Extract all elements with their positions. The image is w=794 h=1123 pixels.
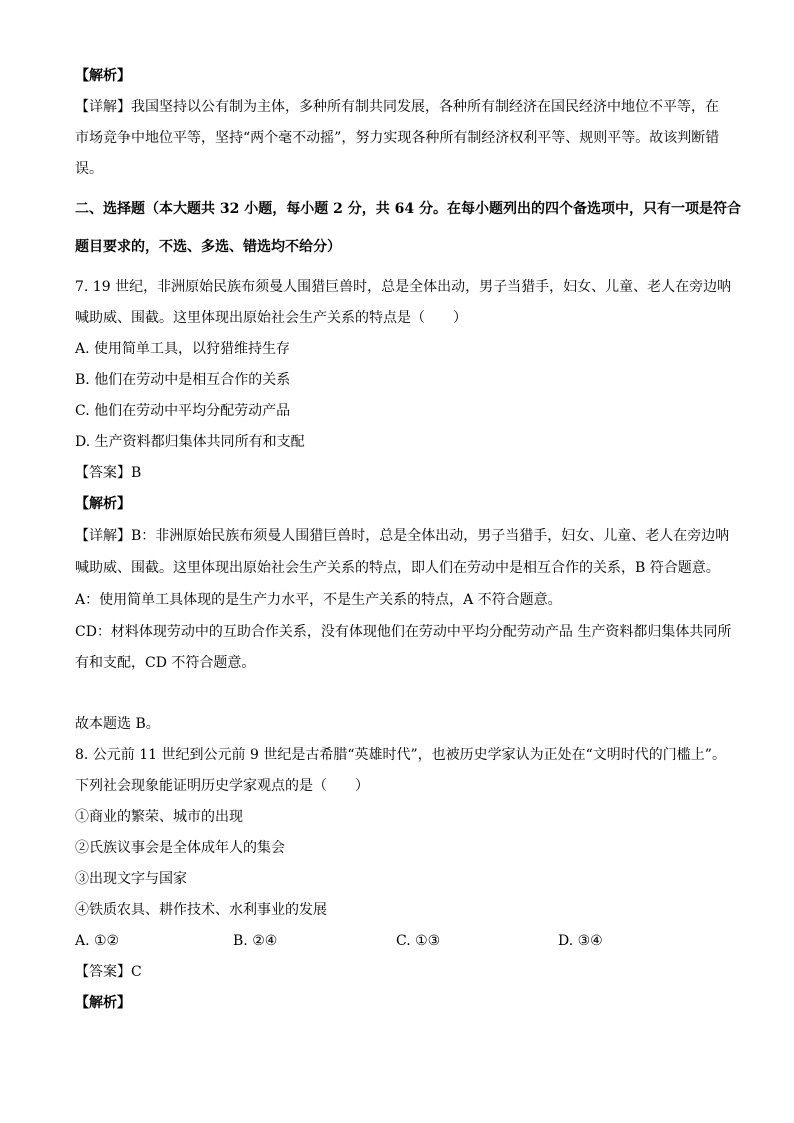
detail-text-line: 有和支配，CD 不符合题意。 xyxy=(75,655,256,671)
detail-text-line: 市场竞争中地位平等，坚持“两个毫不动摇”，努力实现各种所有制经济权利平等、规则平等。故该判断错 xyxy=(75,130,720,146)
question-8-option-d: D. ③④ xyxy=(558,933,603,949)
analysis-label: 【解析】 xyxy=(75,995,131,1011)
detail-text-line: 误。 xyxy=(75,161,103,177)
question-8-option-a: A. ①② xyxy=(75,933,120,949)
detail-text-line: 【详解】B：非洲原始民族布须曼人围猎巨兽时，总是全体出动，男子当猎手，妇女、儿童、老人在旁边呐 xyxy=(75,528,730,544)
section-heading: 二、选择题（本大题共 32 小题，每小题 2 分，共 64 分。在每小题列出的四个备选项中，只有一项是符合 xyxy=(75,201,741,217)
question-8-item: ①商业的繁荣、城市的出现 xyxy=(75,809,243,825)
analysis-label: 【解析】 xyxy=(75,68,131,84)
question-8-item: ②氏族议事会是全体成年人的集会 xyxy=(75,840,285,856)
analysis-label: 【解析】 xyxy=(75,496,131,512)
detail-text-line: A：使用简单工具体现的是生产力水平，不是生产关系的特点，A 不符合题意。 xyxy=(75,592,562,608)
question-8-option-b: B. ②④ xyxy=(233,933,278,949)
question-8-item: ③出现文字与国家 xyxy=(75,871,187,887)
conclusion-text: 故本题选 B。 xyxy=(75,716,160,732)
question-8-stem: 下列社会现象能证明历史学家观点的是（ ） xyxy=(75,778,369,794)
question-7-option-b: B. 他们在劳动中是相互合作的关系 xyxy=(75,372,291,388)
question-7-option-c: C. 他们在劳动中平均分配劳动产品 xyxy=(75,403,291,419)
section-heading: 题目要求的，不选、多选、错选均不给分） xyxy=(75,239,341,255)
question-7-answer: 【答案】B xyxy=(75,465,142,481)
question-7-stem: 喊助威、围截。这里体现出原始社会生产关系的特点是（ ） xyxy=(75,310,467,326)
detail-text-line: 【详解】我国坚持以公有制为主体，多种所有制共同发展，各种所有制经济在国民经济中地位不平等，在 xyxy=(75,99,719,115)
question-7-option-d: D. 生产资料都归集体共同所有和支配 xyxy=(75,434,305,450)
detail-text-line: 喊助威、围截。这里体现出原始社会生产关系的特点，即人们在劳动中是相互合作的关系，B 符合题意。 xyxy=(75,560,720,576)
question-8-item: ④铁质农具、耕作技术、水利事业的发展 xyxy=(75,902,327,918)
detail-text-line: CD：材料体现劳动中的互助合作关系，没有体现他们在劳动中平均分配劳动产品 生产资料都归集体共同所 xyxy=(75,624,732,640)
question-8-stem: 8. 公元前 11 世纪到公元前 9 世纪是古希腊“英雄时代”，也被历史学家认为正处在“文明时代的门槛上”。 xyxy=(75,747,726,763)
question-7-option-a: A. 使用简单工具，以狩猎维持生存 xyxy=(75,341,291,357)
question-7-stem: 7. 19 世纪，非洲原始民族布须曼人围猎巨兽时，总是全体出动，男子当猎手，妇女、儿童、老人在旁边呐 xyxy=(75,279,732,295)
question-8-option-c: C. ①③ xyxy=(396,933,441,949)
question-8-answer: 【答案】C xyxy=(75,964,142,980)
